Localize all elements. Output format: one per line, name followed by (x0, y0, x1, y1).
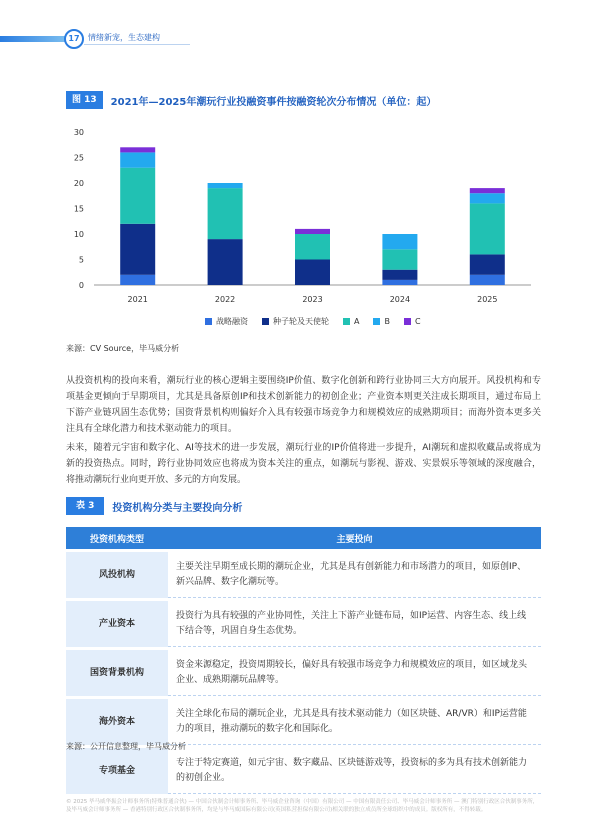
bar-segment (295, 229, 330, 234)
legend-item (205, 316, 248, 327)
bar-segment (208, 188, 243, 239)
y-tick-label: 25 (73, 153, 84, 163)
bar-segment (382, 280, 417, 285)
figure-source: 来源：CV Source，毕马威分析 (66, 344, 180, 353)
bar-segment (470, 203, 505, 254)
investor-type-cell: 国资背景机构 (66, 650, 168, 696)
bar-segment (470, 275, 505, 285)
bar-segment (120, 147, 155, 152)
bar-segment (120, 275, 155, 285)
investor-focus-cell: 投资行为具有较强的产业协同性，关注上下游产业链布局，如IP运营、内容生态、线上线下结合等，巩固自身生态优势。 (168, 601, 541, 647)
table-title: 投资机构分类与主要投向分析 (112, 502, 243, 514)
investor-table (66, 524, 541, 797)
legend-swatch (404, 318, 411, 325)
y-tick-label: 0 (78, 281, 84, 290)
table-row (66, 552, 541, 598)
table-source: 来源：公开信息整理，毕马威分析 (66, 742, 186, 751)
legend-label: 战略融资 (216, 317, 248, 326)
table-row (66, 650, 541, 696)
bar-segment (208, 239, 243, 285)
bar-segment (382, 234, 417, 249)
bar-segment (120, 152, 155, 167)
bar-segment (470, 188, 505, 193)
y-tick-label: 10 (73, 230, 84, 239)
investor-type-cell: 产业资本 (66, 601, 168, 647)
legend-swatch (205, 318, 212, 325)
table-tag: 表 3 (66, 497, 104, 515)
table-header-type: 投资机构类型 (66, 527, 168, 549)
bar-segment (295, 234, 330, 260)
x-tick-label: 2022 (214, 295, 236, 304)
x-tick-label: 2023 (302, 295, 323, 304)
y-tick-label: 15 (73, 204, 84, 214)
bar-segment (295, 260, 330, 286)
investor-focus-cell: 专注于特定赛道，如元宇宙、数字藏品、区块链游戏等，投资标的多为具有技术创新能力的初创企业。 (168, 748, 541, 794)
table-header-row (66, 527, 541, 549)
investor-type-cell: 风投机构 (66, 552, 168, 598)
x-tick-label: 2025 (477, 295, 498, 304)
legend-label: C (414, 317, 421, 326)
investor-focus-cell: 主要关注早期至成长期的潮玩企业，尤其是具有创新能力和市场潜力的项目，如原创IP、新兴品牌、数字化潮玩等。 (168, 552, 541, 598)
investor-type-cell: 海外资本 (66, 699, 168, 745)
investor-type-cell: 专项基金 (66, 748, 168, 794)
chart-legend (205, 316, 421, 327)
legend-item (373, 316, 390, 327)
header-accent-bar (0, 36, 70, 42)
bar-segment (120, 168, 155, 224)
table-row (66, 601, 541, 647)
header-divider (84, 44, 190, 45)
x-tick-label: 2021 (127, 295, 148, 304)
bar-segment (470, 193, 505, 203)
legend-label: 种子轮及天使轮 (273, 317, 329, 326)
legend-item (404, 316, 421, 327)
investor-focus-cell: 资金来源稳定，投资周期较长，偏好具有较强市场竞争力和规模效应的项目，如区域龙头企业、成熟期潮玩品牌等。 (168, 650, 541, 696)
table-title-row (66, 497, 242, 515)
legend-item (262, 316, 329, 327)
investor-focus-cell: 关注全球化布局的潮玩企业，尤其是具有技术驱动能力（如区块链、AR/VR）和IP运营能力的项目，推动潮玩的数字化和国际化。 (168, 699, 541, 745)
x-tick-label: 2024 (389, 295, 411, 304)
legend-item (343, 316, 359, 327)
figure-tag: 图 13 (66, 91, 103, 109)
table-row (66, 748, 541, 794)
table-header-focus: 主要投向 (168, 527, 541, 549)
legend-label: A (354, 317, 360, 326)
stacked-bar-chart (66, 120, 541, 310)
y-tick-label: 30 (73, 128, 84, 137)
legend-swatch (262, 318, 269, 325)
figure-title: 2021年—2025年潮玩行业投融资事件按融资轮次分布情况（单位：起） (110, 96, 437, 108)
table-row (66, 699, 541, 745)
legend-label: B (384, 317, 390, 326)
legend-swatch (343, 318, 350, 325)
bar-segment (208, 183, 243, 188)
page-number-badge: 17 (64, 29, 84, 49)
legend-swatch (373, 318, 380, 325)
figure-title-row (66, 91, 436, 109)
copyright-footer: © 2025 毕马威华振会计师事务所(特殊普通合伙) — 中国合伙制会计师事务所、毕马威企业咨询（中国）有限公司 — 中国有限责任公司、毕马威会计师事务所 — 澳门特别行政区合伙制事务所，及毕马威会计师事务所 — 香港特别行政区合伙制事务所，均是与毕马威国际有限公司(英国私营担保有限公司)相关联的独立成员所全球组织中的成员。版权所有，不得转载。 (66, 799, 539, 813)
y-tick-label: 20 (73, 179, 84, 188)
section-title: 情绪新宠，生态建构 (88, 33, 160, 42)
bar-segment (120, 224, 155, 275)
bar-segment (382, 270, 417, 280)
bar-segment (382, 249, 417, 269)
paragraph-2: 未来，随着元宇宙和数字化、AI等技术的进一步发展，潮玩行业的IP价值将进一步提升，AI潮玩和虚拟收藏品或将成为新的投资热点。同时，跨行业协同效应也将成为资本关注的重点，如潮玩与影视、游戏、实景娱乐等领域的深度融合，将推动潮玩行业向更开放、多元的方向发展。 (66, 443, 541, 485)
paragraph-1: 从投资机构的投向来看，潮玩行业的核心逻辑主要围绕IP价值、数字化创新和跨行业协同三大方向展开。风投机构和专项基金更倾向于早期项目，尤其是具备原创IP和技术创新能力的初创企业；产业资本则更关注成长期项目，通过布局上下游产业链巩固生态优势；国资背景机构则偏好介入具有较强市场竞争力和规模效应的成熟期项目；而海外资本更多关注具有全球化潜力和技术驱动能力的项目。 (66, 376, 541, 434)
y-tick-label: 5 (78, 255, 84, 265)
bar-segment (470, 254, 505, 274)
